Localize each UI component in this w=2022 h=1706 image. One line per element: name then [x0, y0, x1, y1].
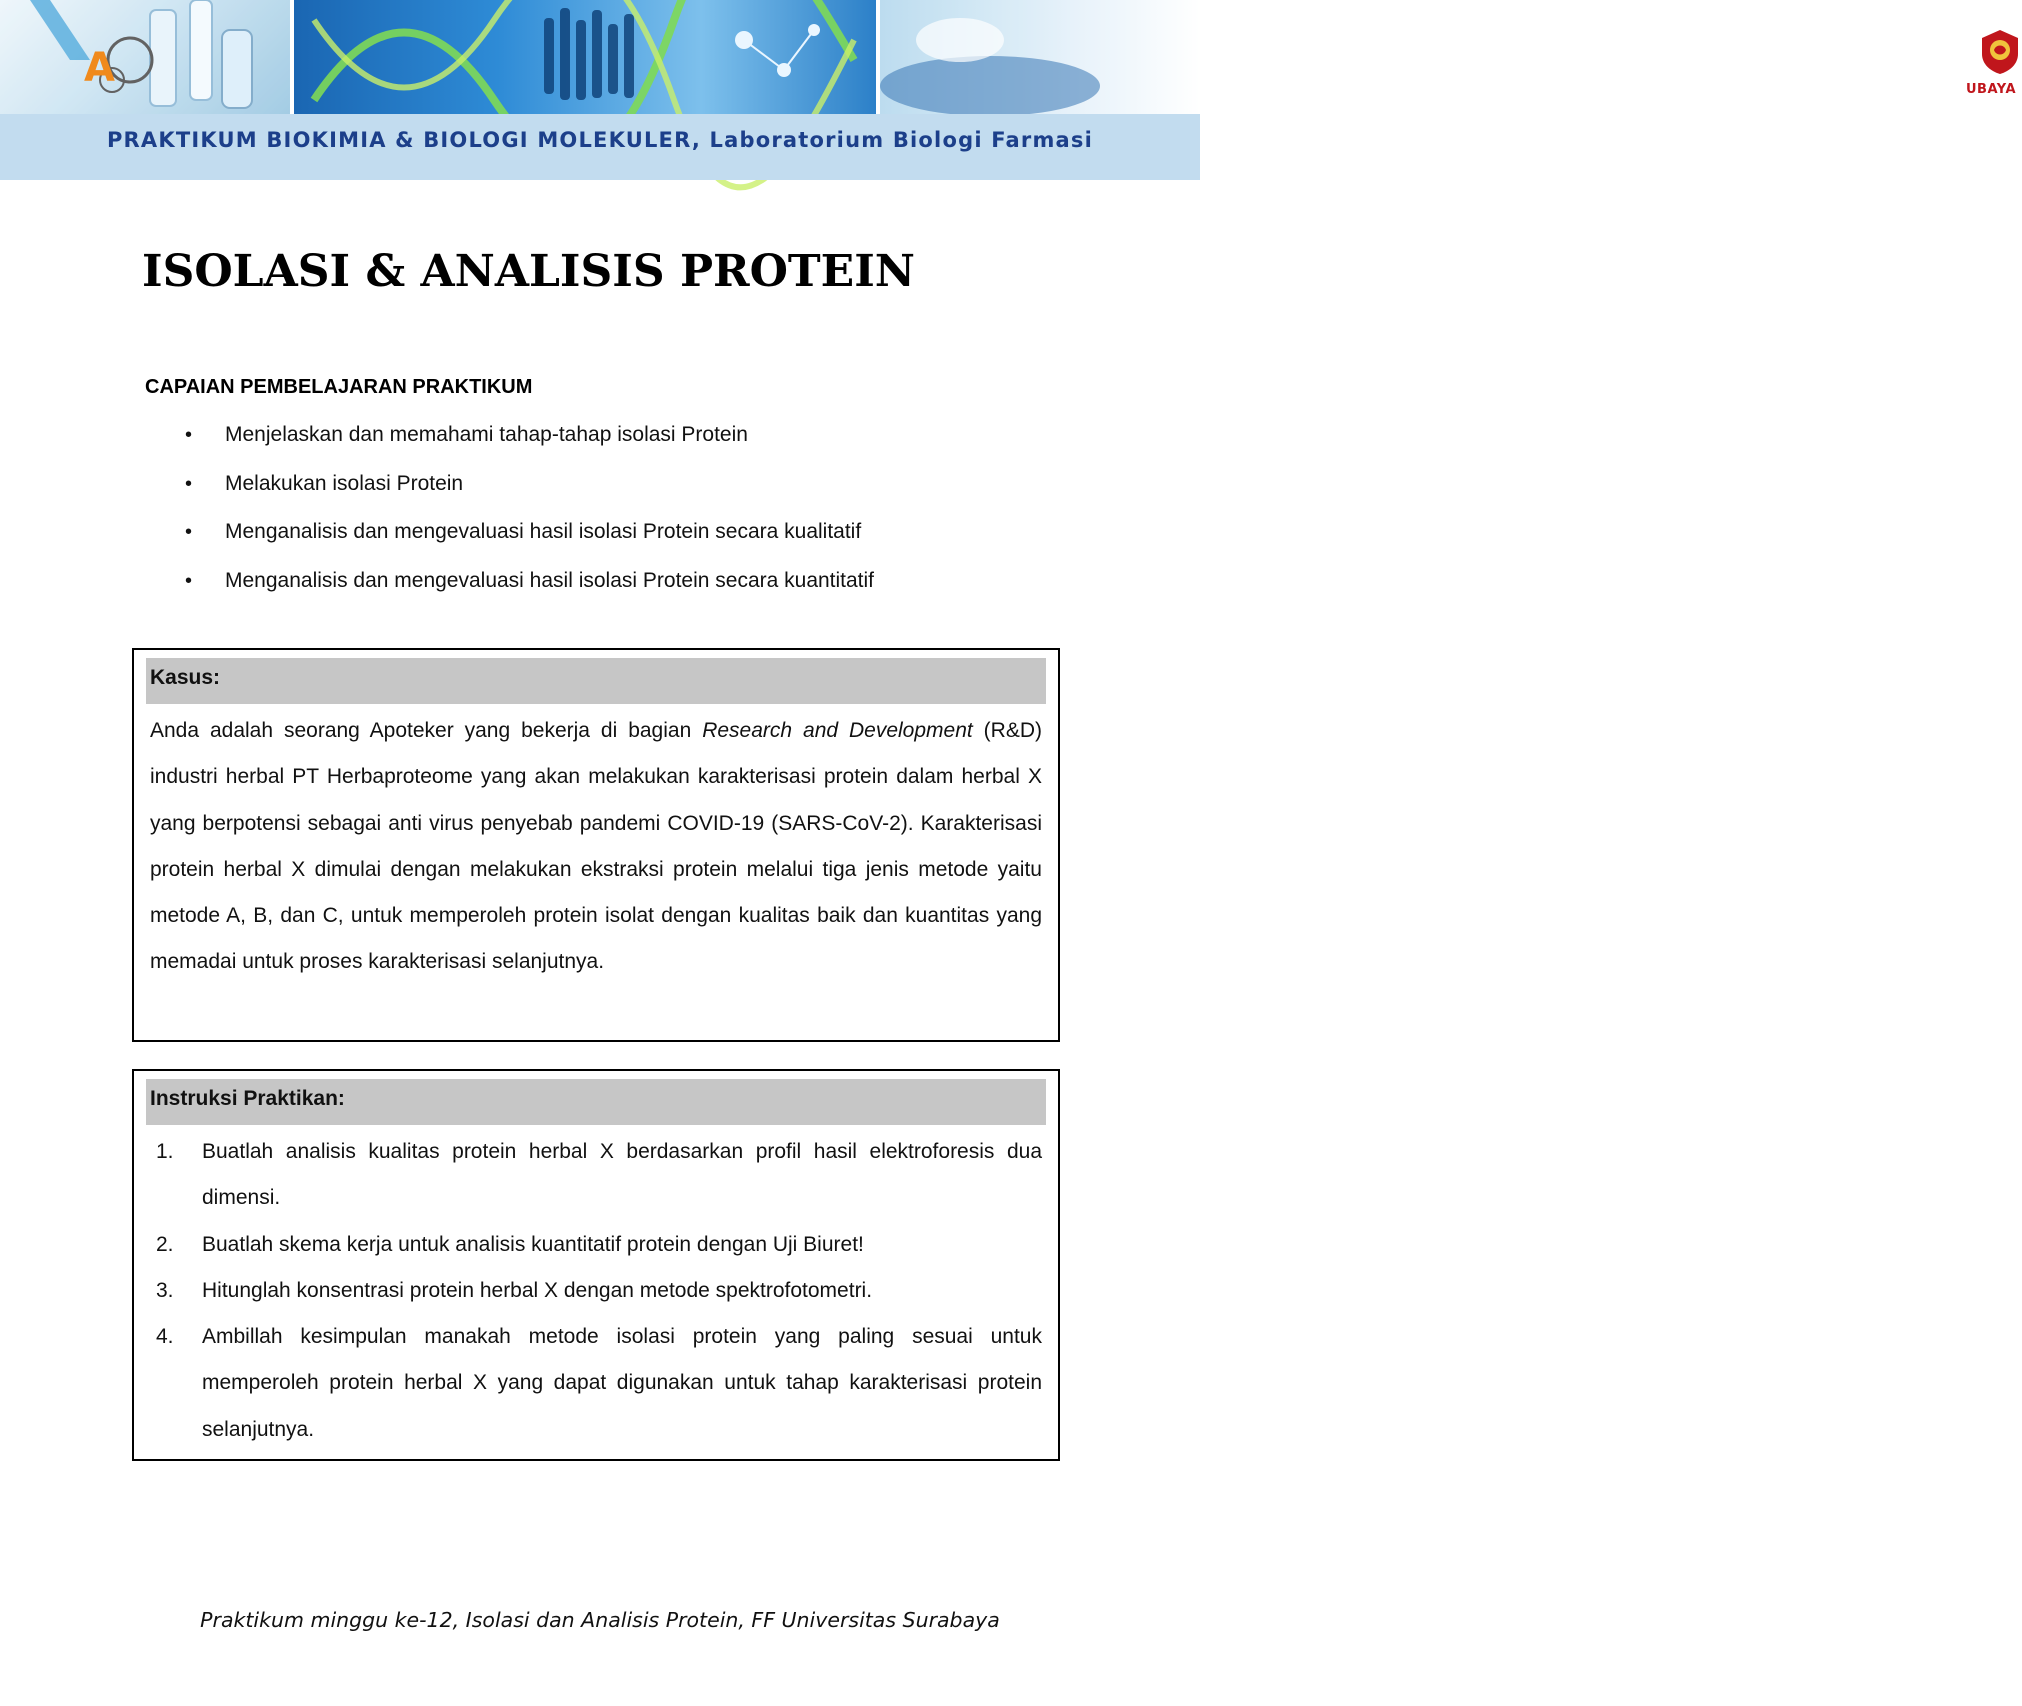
bullet-icon: •: [185, 521, 193, 543]
instructions-box: [132, 1069, 1060, 1461]
lab-photo-panel: [0, 0, 290, 114]
case-paragraph: [150, 708, 1042, 986]
program-logo-icon: A: [84, 45, 115, 91]
case-text-part: (R&D) industri herbal PT Herbaproteome yang akan melakukan karakterisasi protein dalam herbal X yang berpotensi sebagai anti virus penyebab pandemi COVID-19 (SARS-CoV-2). Karakterisasi protein herbal X dimulai dengan melakukan ekstraksi protein melalui tiga jenis metode yaitu metode A, B, dan C, untuk memperoleh protein isolat dengan kualitas baik dan kuantitas yang memadai untuk proses karakterisasi selanjutnya.: [150, 719, 1042, 974]
list-item: [150, 1268, 1042, 1314]
header-banner: [0, 0, 2017, 114]
objectives-heading: CAPAIAN PEMBELAJARAN PRAKTIKUM: [145, 376, 533, 398]
step-number: 3.: [156, 1278, 174, 1302]
lab-glassware-image: [0, 0, 290, 114]
step-number: 2.: [156, 1232, 174, 1256]
dna-image-panel: [294, 0, 876, 114]
instructions-list: [150, 1129, 1042, 1453]
case-text-italic: Research and Development: [702, 719, 973, 742]
research-photo-panel: [880, 0, 2017, 114]
list-item: [150, 1314, 1042, 1453]
bullet-icon: •: [185, 472, 193, 495]
instructions-heading: Instruksi Praktikan:: [146, 1079, 1046, 1125]
step-text: Hitunglah konsentrasi protein herbal X dengan metode spektrofotometri.: [202, 1278, 873, 1302]
list-item: [145, 467, 874, 516]
step-text: Buatlah analisis kualitas protein herbal X berdasarkan profil hasil elektroforesis dua dimensi.: [202, 1140, 1042, 1210]
case-text-part: Anda adalah seorang Apoteker yang bekerja di bagian: [150, 719, 703, 742]
case-box: [132, 648, 1060, 1042]
ubaya-seal-icon: [1978, 28, 2022, 76]
bullet-icon: •: [185, 424, 193, 446]
objective-text: Menganalisis dan mengevaluasi hasil isolasi Protein secara kualitatif: [225, 520, 862, 543]
list-item: [145, 418, 874, 467]
list-item: [145, 515, 874, 564]
objectives-list: [145, 418, 874, 612]
step-number: 4.: [156, 1325, 174, 1349]
list-item: [150, 1222, 1042, 1268]
objective-text: Melakukan isolasi Protein: [225, 471, 464, 495]
objective-text: Menganalisis dan mengevaluasi hasil isolasi Protein secara kuantitatif: [225, 568, 875, 592]
step-text: Buatlah skema kerja untuk analisis kuantitatif protein dengan Uji Biuret!: [202, 1232, 864, 1256]
case-heading: Kasus:: [146, 658, 1046, 704]
step-number: 1.: [156, 1140, 174, 1163]
list-item: [150, 1129, 1042, 1222]
ubaya-logo-text: UBAYA: [1966, 82, 2017, 97]
objective-text: Menjelaskan dan memahami tahap-tahap isolasi Protein: [225, 423, 748, 446]
list-item: [145, 564, 874, 613]
research-hands-image: [880, 0, 1200, 114]
page-footer: Praktikum minggu ke-12, Isolasi dan Analisis Protein, FF Universitas Surabaya: [200, 1608, 1000, 1632]
page-title: ISOLASI & ANALISIS PROTEIN: [142, 246, 916, 297]
dna-helix-image: [294, 0, 876, 114]
bullet-icon: •: [185, 569, 193, 592]
header-title: PRAKTIKUM BIOKIMIA & BIOLOGI MOLEKULER, Laboratorium Biologi Farmasi: [106, 128, 1094, 152]
step-text: Ambillah kesimpulan manakah metode isolasi protein yang paling sesuai untuk memperoleh protein herbal X yang dapat digunakan untuk tahap karakterisasi protein selanjutnya.: [202, 1325, 1042, 1441]
